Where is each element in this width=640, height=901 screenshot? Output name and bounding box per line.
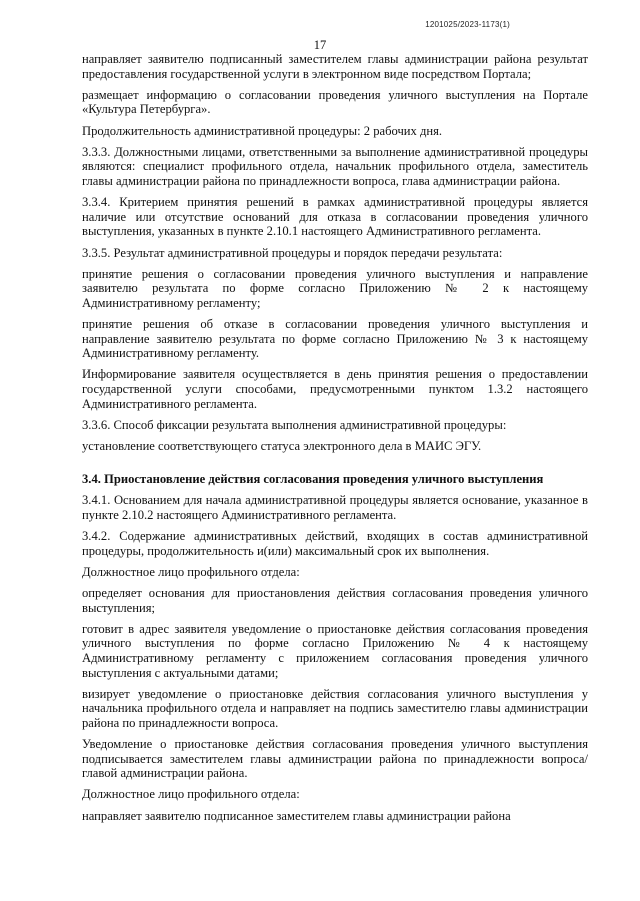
- paragraph: 3.3.3. Должностными лицами, ответственными за выполнение административной процедуры являются: специалист профильного отдела, начальник профильного отдела, заместитель главы администрации района по принадлежности вопроса, глава администрации района.: [82, 144, 588, 188]
- paragraph: размещает информацию о согласовании проведения уличного выступления на Портале «Культура Петербурга».: [82, 87, 588, 117]
- page-number: 17: [313, 38, 327, 52]
- paragraph: принятие решения об отказе в согласовании проведения уличного выступления и направление заявителю результата по форме согласно Приложению № 3 к настоящему Административному регламенту.: [82, 317, 588, 361]
- paragraph: 3.3.4. Критерием принятия решений в рамках административной процедуры является наличие или отсутствие оснований для отказа в согласовании проведения уличного выступления, указанных в пункте 2.10.1 настоящего Административного регламента.: [82, 195, 588, 239]
- paragraph: принятие решения о согласовании проведения уличного выступления и направление заявителю результата по форме согласно Приложению № 2 к настоящему Административному регламенту;: [82, 266, 588, 310]
- paragraph: 3.4.2. Содержание административных действий, входящих в состав административной процедуры, продолжительность и(или) максимальный срок их выполнения.: [82, 528, 588, 558]
- paragraph: направляет заявителю подписанное заместителем главы администрации района: [82, 808, 511, 823]
- paragraph: готовит в адрес заявителя уведомление о приостановке действия согласования проведения уличного выступления по форме согласно Приложению № 4 к настоящему Административному регламенту с приложением согласования проведения уличного выступления с актуальными датами;: [82, 621, 588, 680]
- document-body: [82, 52, 588, 830]
- paragraph: установление соответствующего статуса электронного дела в МАИС ЭГУ.: [82, 439, 482, 453]
- paragraph: визирует уведомление о приостановке действия согласования уличного выступления у начальника профильного отдела и направляет на подпись заместителю главы администрации района по принадлежности вопроса.: [82, 686, 588, 730]
- section-heading: 3.4. Приостановление действия согласования проведения уличного выступления: [82, 471, 544, 486]
- paragraph: Уведомление о приостановке действия согласования проведения уличного выступления подписывается заместителем главы администрации района по принадлежности вопроса/ главой администрации района.: [82, 737, 588, 781]
- paragraph: Информирование заявителя осуществляется в день принятия решения о предоставлении государственной услуги способами, предусмотренными пунктом 1.3.2 настоящего Административного регламента.: [82, 367, 588, 411]
- paragraph: Должностное лицо профильного отдела:: [82, 787, 300, 802]
- paragraph: 3.3.6. Способ фиксации результата выполнения административной процедуры:: [82, 417, 507, 432]
- paragraph: 3.4.1. Основанием для начала административной процедуры является основание, указанное в пункте 2.10.2 настоящего Административного регламента.: [82, 493, 588, 522]
- document-id: 1201025/2023-1173(1): [425, 20, 510, 29]
- paragraph: направляет заявителю подписанный заместителем главы администрации района результат предоставления государственной услуги в электронном виде посредством Портала;: [82, 52, 588, 81]
- paragraph: Должностное лицо профильного отдела:: [82, 564, 300, 579]
- paragraph: 3.3.5. Результат административной процедуры и порядок передачи результата:: [82, 245, 503, 260]
- paragraph: Продолжительность административной процедуры: 2 рабочих дня.: [82, 123, 443, 138]
- paragraph: определяет основания для приостановления действия согласования проведения уличного выступления;: [82, 585, 588, 615]
